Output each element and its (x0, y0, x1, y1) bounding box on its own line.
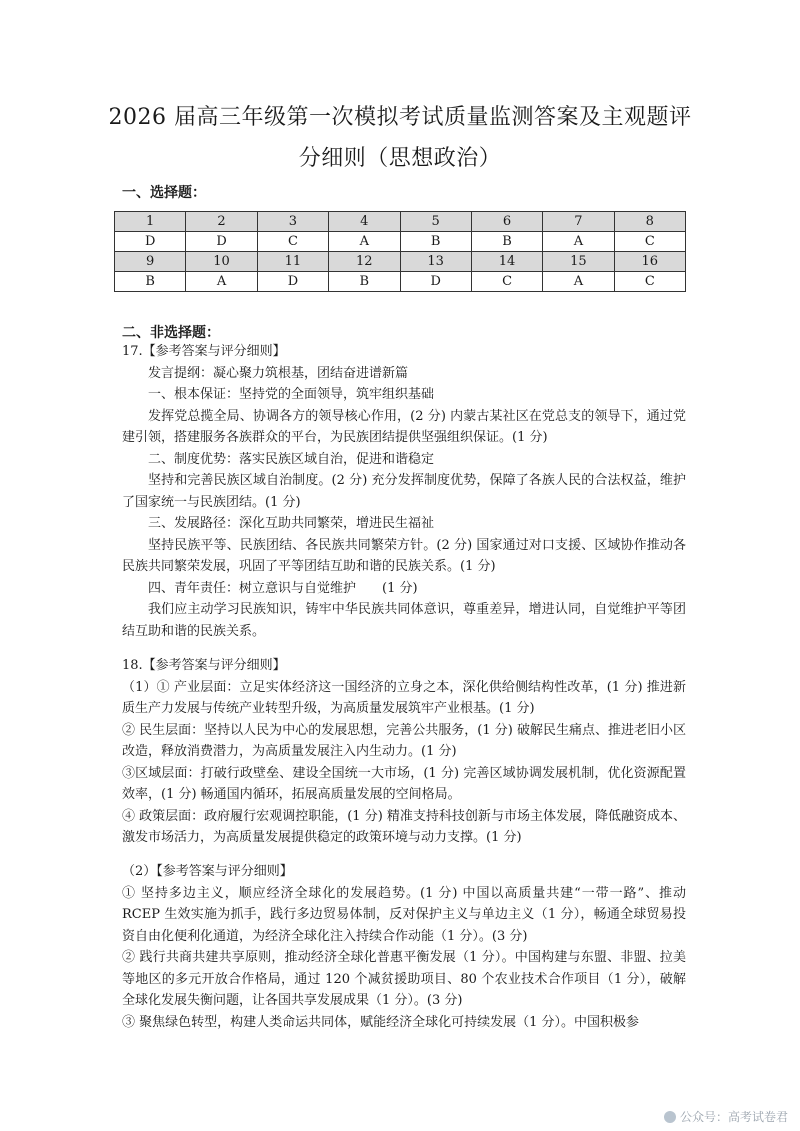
document-title-line2: 分细则（思想政治） (298, 146, 502, 171)
answer-cell: A (543, 232, 614, 252)
question-number-cell: 16 (614, 252, 685, 272)
answer-table-answer-row (115, 232, 686, 252)
answer-cell: A (329, 232, 400, 252)
answer-table-number-row (115, 252, 686, 272)
question-17-answer (122, 341, 686, 642)
watermark (664, 1108, 788, 1125)
q17-outline-title: 发言提纲：凝心聚力筑根基，团结奋进谱新篇 (148, 365, 409, 381)
answer-cell: C (614, 232, 685, 252)
q17-point-heading: 一、根本保证：坚持党的全面领导，筑牢组织基础 (148, 387, 435, 402)
q18-part2-point: ② 践行共商共建共享原则，推动经济全球化普惠平衡发展（1 分）。中国构建与东盟、非盟、拉美等地区的多元开放合作格局，通过 120 个减贫援助项目、80 个农业技术合作项目（1 分），破解全球化发展失衡问题，让各国共享发展成果（1 分）。(3 分) (122, 950, 686, 1008)
q17-heading: 17.【参考答案与评分细则】 (122, 344, 286, 359)
question-number-cell: 14 (471, 252, 542, 272)
q18-part2-heading: （2）【参考答案与评分细则】 (122, 864, 293, 879)
answer-cell: A (186, 272, 257, 292)
question-number-cell: 13 (400, 252, 471, 272)
q18-part2-point: ① 坚持多边主义，顺应经济全球化的发展趋势。(1 分) 中国以高质量共建“一带一路”、推动 RCEP 生效实施为抓手，践行多边贸易体制，反对保护主义与单边主义（1 分），畅通全球贸易投资自由化便利化通道，为经济全球化注入持续合作动能（1 分）。(3 分) (122, 885, 686, 944)
answer-cell: D (257, 272, 328, 292)
q17-point-heading: 四、青年责任：树立意识与自觉维护 (1 分) (148, 580, 418, 596)
answer-cell: B (400, 232, 471, 252)
question-number-cell: 15 (543, 252, 614, 272)
question-number-cell: 5 (400, 212, 471, 232)
q18-point: ② 民生层面：坚持以人民为中心的发展思想，完善公共服务，(1 分) 破解民生痛点、推进老旧小区改造，释放消费潜力，为高质量发展注入内生动力。(1 分) (122, 722, 686, 759)
question-number-cell: 7 (543, 212, 614, 232)
watermark-text: 公众号：高考试卷君 (679, 1110, 788, 1124)
section-heading-multiple-choice: 一、选择题： (122, 185, 206, 201)
question-number-cell: 9 (115, 252, 186, 272)
question-number-cell: 8 (614, 212, 685, 232)
wechat-icon (664, 1111, 676, 1123)
answer-cell: C (471, 272, 542, 292)
question-number-cell: 1 (115, 212, 186, 232)
q17-point-body: 坚持和完善民族区域自治制度。(2 分) 充分发挥制度优势，保障了各族人民的合法权益，维护了国家统一与民族团结。(1 分) (122, 473, 686, 510)
q18-heading: 18.【参考答案与评分细则】 (122, 658, 286, 673)
question-number-cell: 4 (329, 212, 400, 232)
answer-key-table (114, 211, 686, 292)
q18-part2-point: ③ 聚焦绿色转型，构建人类命运共同体，赋能经济全球化可持续发展（1 分）。中国积极参 (122, 1014, 640, 1030)
answer-cell: D (186, 232, 257, 252)
question-number-cell: 12 (329, 252, 400, 272)
q17-point-body: 发挥党总揽全局、协调各方的领导核心作用，(2 分) 内蒙古某社区在党总支的领导下，通过党建引领，搭建服务各族群众的平台，为民族团结提供坚强组织保证。(1 分) (122, 408, 686, 445)
answer-table-answer-row (115, 272, 686, 292)
question-number-cell: 10 (186, 252, 257, 272)
answer-cell: B (471, 232, 542, 252)
answer-cell: B (115, 272, 186, 292)
answer-cell: C (257, 232, 328, 252)
question-number-cell: 11 (257, 252, 328, 272)
document-title-line1: 2026 届高三年级第一次模拟考试质量监测答案及主观题评 (108, 105, 692, 130)
answer-cell: D (115, 232, 186, 252)
answer-cell: D (400, 272, 471, 292)
q17-point-body: 坚持民族平等、民族团结、各民族共同繁荣方针。(2 分) 国家通过对口支援、区域协作推动各民族共同繁荣发展，巩固了平等团结互助和谐的民族关系。(1 分) (122, 537, 686, 574)
answer-cell: A (543, 272, 614, 292)
question-number-cell: 3 (257, 212, 328, 232)
question-18-part2-answer (122, 861, 686, 1033)
q17-point-heading: 三、发展路径：深化互助共同繁荣，增进民生福祉 (148, 516, 435, 531)
q17-point-heading: 二、制度优势：落实民族区域自治，促进和谐稳定 (148, 451, 435, 467)
question-number-cell: 2 (186, 212, 257, 232)
q18-point: ③区域层面：打破行政壁垒、建设全国统一大市场，(1 分) 完善区域协调发展机制，优化资源配置效率，(1 分) 畅通国内循环，拓展高质量发展的空间格局。 (122, 765, 686, 802)
q18-point: （1）① 产业层面：立足实体经济这一国经济的立身之本，深化供给侧结构性改革，(1 分) 推进新质生产力发展与传统产业转型升级，为高质量发展筑牢产业根基。(1 分) (122, 679, 686, 716)
q17-point-body: 我们应主动学习民族知识，铸牢中华民族共同体意识，尊重差异，增进认同，自觉维护平等团结互助和谐的民族关系。 (122, 602, 686, 639)
question-number-cell: 6 (471, 212, 542, 232)
answer-cell: C (614, 272, 685, 292)
answer-table-number-row (115, 212, 686, 232)
q18-point: ④ 政策层面：政府履行宏观调控职能，(1 分) 精准支持科技创新与市场主体发展，降低融资成本、激发市场活力，为高质量发展提供稳定的政策环境与动力支撑。(1 分) (122, 808, 686, 845)
question-18-part1-answer (122, 655, 686, 849)
section-heading-open-questions: 二、非选择题： (122, 325, 220, 341)
answer-cell: B (329, 272, 400, 292)
